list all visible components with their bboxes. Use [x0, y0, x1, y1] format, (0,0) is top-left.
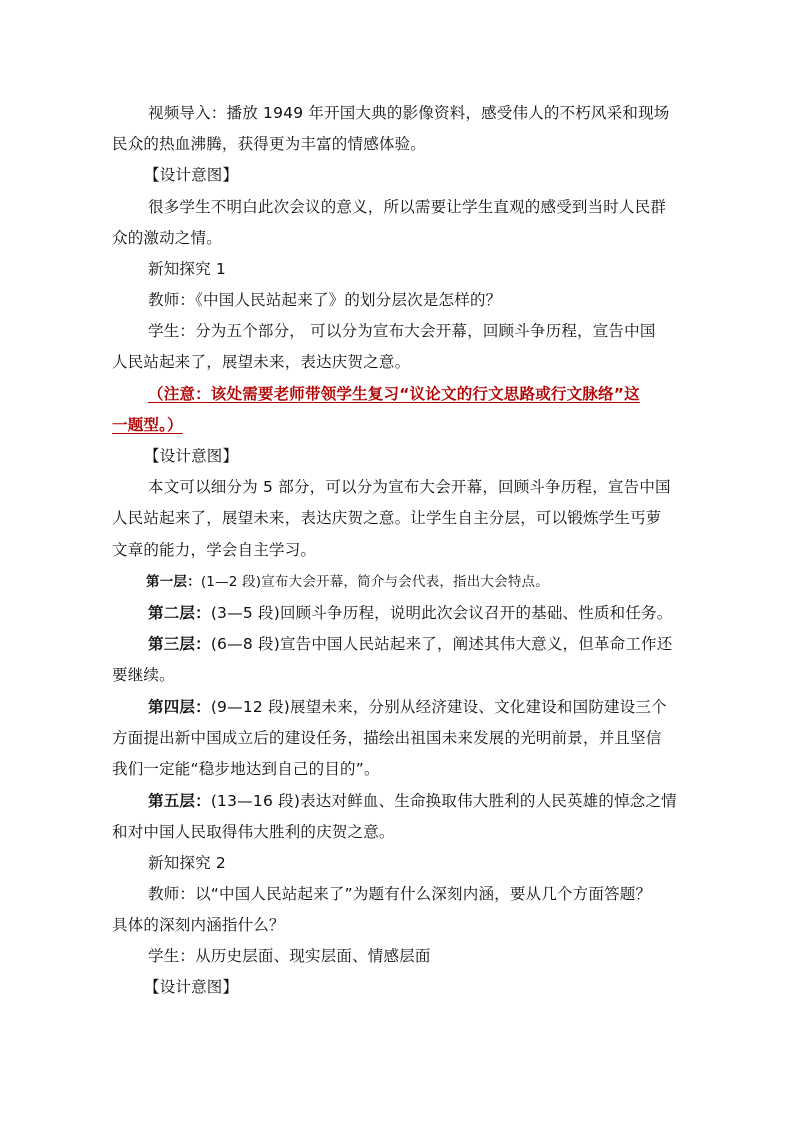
teacher-note-line-1: （注意：该处需要老师带领学生复习“议论文的行文思路或行文脉络”这 — [148, 385, 640, 403]
intro-line-2: 民众的热血沸腾，获得更为丰富的情感体验。 — [112, 135, 427, 153]
layer-5 — [148, 791, 677, 811]
explore1-teacher: 教师：《中国人民站起来了》的划分层次是怎样的？ — [148, 291, 502, 309]
layer-4-line-2: 方面提出新中国成立后的建设任务，描绘出祖国未来发展的光明前景，并且坚信 — [112, 729, 662, 747]
intro-line-1: 视频导入：播放 1949 年开国大典的影像资料，感受伟人的不朽风采和现场 — [148, 104, 670, 122]
design1-line-1: 很多学生不明白此次会议的意义，所以需要让学生直观的感受到当时人民群 — [148, 198, 667, 216]
layer-4-label: 第四层： — [148, 698, 211, 716]
layer-2 — [148, 603, 672, 623]
explore2-teacher-line-2: 具体的深刻内涵指什么？ — [112, 916, 285, 934]
layer-3-line-2: 要继续。 — [112, 666, 175, 684]
layer-4-line-3: 我们一定能“稳步地达到自己的目的”。 — [112, 760, 380, 778]
layer-2-label: 第二层： — [148, 604, 211, 622]
layer-3 — [148, 634, 672, 654]
layer-4-text: (9—12 段)展望未来，分别从经济建设、文化建设和国防建设三个 — [210, 698, 667, 716]
layer-5-label: 第五层： — [148, 792, 211, 810]
teacher-note-line-2: 一题型。） — [112, 416, 183, 434]
design-intent-heading-3: 【设计意图】 — [144, 978, 239, 996]
layer-5-line-2: 和对中国人民取得伟大胜利的庆贺之意。 — [112, 823, 395, 841]
layer-4 — [148, 697, 667, 717]
explore1-student-line-1: 学生：分为五个部分， 可以分为宣布大会开幕，回顾斗争历程，宣告中国 — [148, 322, 656, 340]
layer-2-text: (3—5 段)回顾斗争历程，说明此次会议召开的基础、性质和任务。 — [210, 604, 673, 622]
explore2-heading: 新知探究 2 — [148, 854, 226, 872]
explore2-teacher-line-1: 教师：以“中国人民站起来了”为题有什么深刻内涵，要从几个方面答题？ — [148, 885, 652, 903]
design-intent-heading-1: 【设计意图】 — [144, 166, 239, 184]
layer-1-text: (1—2 段)宣布大会开幕，简介与会代表，指出大会特点。 — [200, 574, 549, 590]
layer-3-label: 第三层： — [148, 635, 211, 653]
design1-line-2: 众的激动之情。 — [112, 229, 222, 247]
design2-line-3: 文章的能力，学会自主学习。 — [112, 541, 317, 559]
explore2-student: 学生：从历史层面、现实层面、情感层面 — [148, 947, 431, 965]
layer-1 — [146, 572, 549, 592]
explore1-heading: 新知探究 1 — [148, 260, 226, 278]
design2-line-2: 人民站起来了，展望未来，表达庆贺之意。让学生自主分层，可以锻炼学生丐萝 — [112, 509, 662, 527]
design-intent-heading-2: 【设计意图】 — [144, 447, 239, 465]
layer-5-text: (13—16 段)表达对鲜血、生命换取伟大胜利的人民英雄的悼念之情 — [210, 792, 677, 810]
design2-line-1: 本文可以细分为 5 部分，可以分为宣布大会开幕，回顾斗争历程，宣告中国 — [148, 478, 671, 496]
explore1-student-line-2: 人民站起来了，展望未来，表达庆贺之意。 — [112, 353, 411, 371]
layer-1-label: 第一层： — [146, 574, 201, 590]
layer-3-text: (6—8 段)宣告中国人民站起来了，阐述其伟大意义，但革命工作还 — [210, 635, 673, 653]
